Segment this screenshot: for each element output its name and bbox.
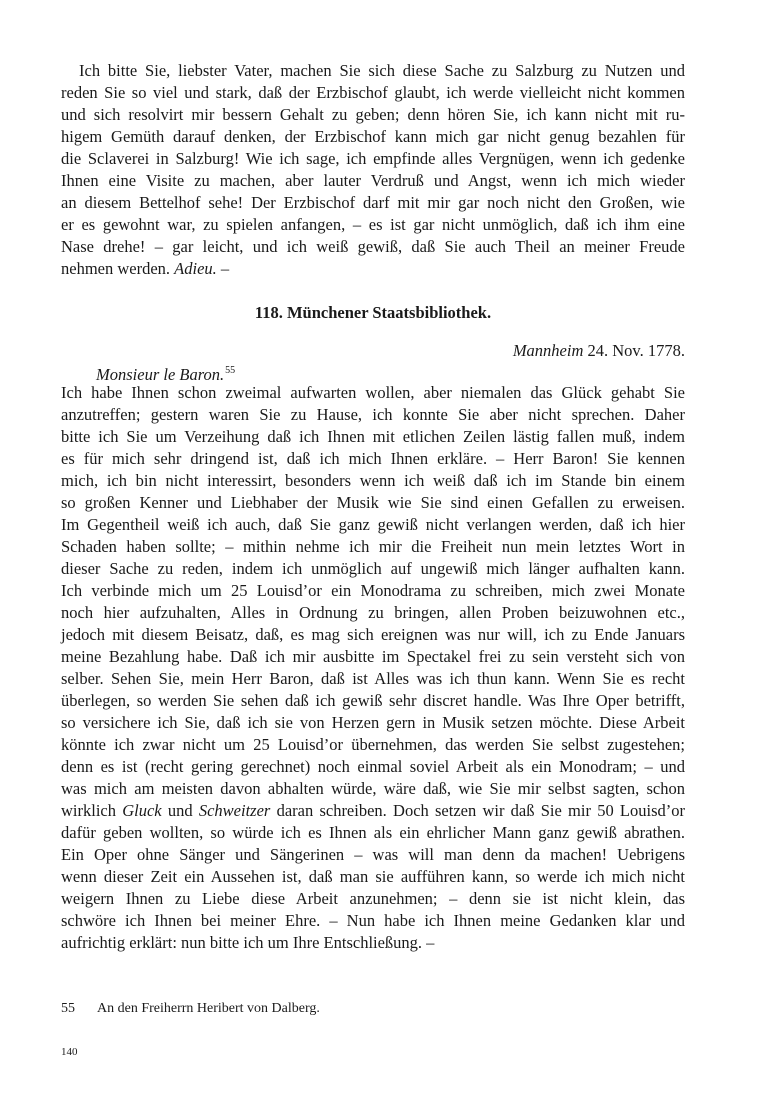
text-line: es für mich sehr dringend ist, daß ich mich Ihnen erkläre. – Herr Baron! Sie kennen <box>61 449 685 468</box>
page-number: 140 <box>61 1046 78 1058</box>
text-line: noch hier aufzuhalten, Alles in Ordnung zu bringen, allen Proben beizuwohnen etc., <box>61 603 685 622</box>
text-line: weigern Ihnen zu Liebe diese Arbeit anzunehmen; – denn sie ist nicht klein, das <box>61 889 685 908</box>
text-line: jedoch mit diesem Beisatz, daß, es mag sich ereignen was nur will, ich zu Ende Januars <box>61 625 685 644</box>
text-line: nehmen werden. Adieu. – <box>61 259 230 278</box>
text-line: aufrichtig erklärt: nun bitte ich um Ihre Entschließung. – <box>61 933 435 952</box>
italic-text: Adieu. <box>174 259 217 278</box>
text-line: denn es ist (recht gering gerechnet) noch einmal soviel Arbeit als ein Monodram; – und <box>61 757 685 776</box>
text-line: wenn dieser Zeit ein Aussehen ist, daß man sie aufführen kann, so werde ich mich nicht <box>61 867 685 886</box>
footnote-text: An den Freiherrn Heribert von Dalberg. <box>97 1001 320 1016</box>
footnote-number: 55 <box>61 1001 75 1016</box>
text-line: Ein Oper ohne Sänger und Sängerinen – was will man denn da machen! Uebrigens <box>61 845 685 864</box>
text-line: mich, ich bin nicht interessirt, besonders wenn ich weiß daß ich im Stande bin einem <box>61 471 685 490</box>
text-line: Ich bitte Sie, liebster Vater, machen Sie sich diese Sache zu Salzburg zu Nutzen und <box>79 61 685 80</box>
text-line: anzutreffen; gestern waren Sie zu Hause, ich konnte Sie aber nicht sprechen. Daher <box>61 405 685 424</box>
salutation: Monsieur le Baron.$^{55}$ <box>96 365 236 384</box>
text-line: meine Bezahlung habe. Daß ich mir ausbitte im Spectakel frei zu sein versteht sich von <box>61 647 685 666</box>
text-line: die Sclaverei in Salzburg! Wie ich sage, ich empfinde alles Vergnügen, wenn ich gedenke <box>61 149 685 168</box>
text-line: selber. Sehen Sie, mein Herr Baron, daß ist Alles was ich thun kann. Wenn Sie es recht <box>61 669 685 688</box>
italic-text: Schweitzer <box>198 801 271 820</box>
text-line: Im Gegentheil weiß ich auch, daß Sie ganz gewiß nicht verlangen werden, daß ich hier <box>61 515 685 534</box>
letter-heading: 118. Münchener Staatsbibliothek. <box>254 303 492 322</box>
text-line: so versichere ich Sie, daß ich sie von Herzen gern in Musik setzen möchte. Diese Arbeit <box>61 713 685 732</box>
text-line: Ihnen eine Visite zu machen, aber lauter Verdruß und Angst, wenn ich mich wieder <box>61 171 685 190</box>
footnote <box>61 1000 320 1018</box>
text-line: bitte ich Sie um Verzeihung daß ich Ihnen mit etlichen Zeilen lästig fallen muß, indem <box>61 427 685 446</box>
text-line: Schaden haben sollte; – mithin nehme ich mir die Freiheit nun mein letztes Wort in <box>61 537 685 556</box>
date: 24. Nov. 1778. <box>583 341 685 360</box>
dateline <box>513 340 685 362</box>
italic-text: Gluck <box>122 801 162 820</box>
footnote-ref: 55 <box>225 365 236 376</box>
text-line: schwöre ich Ihnen bei meiner Ehre. – Nun habe ich Ihnen meine Gedanken klar und <box>61 911 685 930</box>
text-line: überlegen, so werden Sie sehen daß ich gewiß sehr discret handle. Was Ihre Oper betrifft, <box>61 691 685 710</box>
text-line: und sich resolvirt mir bessern Gehalt zu geben; denn hören Sie, ich kann nicht mit ru- <box>61 105 685 124</box>
text-line: wirklich Gluck und Schweitzer daran schreiben. Doch setzen wir daß Sie mir 50 Louisd’or <box>61 801 685 820</box>
text-line: reden Sie so viel und stark, daß der Erzbischof glaubt, ich werde vielleicht nicht kommen <box>61 83 685 102</box>
text-line: Nase drehe! – gar leicht, und ich weiß gewiß, daß Sie auch Theil an meiner Freude <box>61 237 685 256</box>
text-line: so großen Kenner und Liebhaber der Musik wie Sie sind einen Gefallen zu erweisen. <box>61 493 685 512</box>
text-line: higem Gemüth darauf denken, der Erzbischof kann mich gar nicht genug bezahlen für <box>61 127 685 146</box>
text-line: könnte ich zwar nicht um 25 Louisd’or übernehmen, das werden Sie selbst zugestehen; <box>61 735 685 754</box>
text-line: er es gewohnt war, zu spielen anfangen, – es ist gar nicht unmöglich, daß ich ihm eine <box>61 215 685 234</box>
text-line: dieser Sache zu reden, indem ich unmöglich auf ungewiß mich länger aufhalten kann. <box>61 559 685 578</box>
text-line: an diesem Bettelhof sehe! Der Erzbischof darf mit mir gar noch nicht den Großen, wie <box>61 193 685 212</box>
text-line: was mich am meisten davon abhalten würde, wäre daß, wie Sie mir selbst sagten, schon <box>61 779 685 798</box>
place: Mannheim <box>512 341 584 360</box>
text-line: dafür geben wollten, so würde ich es Ihnen als ein ehrlicher Mann ganz gewiß abrathen. <box>61 823 685 842</box>
text-line: Ich verbinde mich um 25 Louisd’or ein Monodrama zu schreiben, mich zwei Monate <box>61 581 685 600</box>
text-line: Ich habe Ihnen schon zweimal aufwarten wollen, aber niemalen das Glück gehabt Sie <box>61 383 685 402</box>
